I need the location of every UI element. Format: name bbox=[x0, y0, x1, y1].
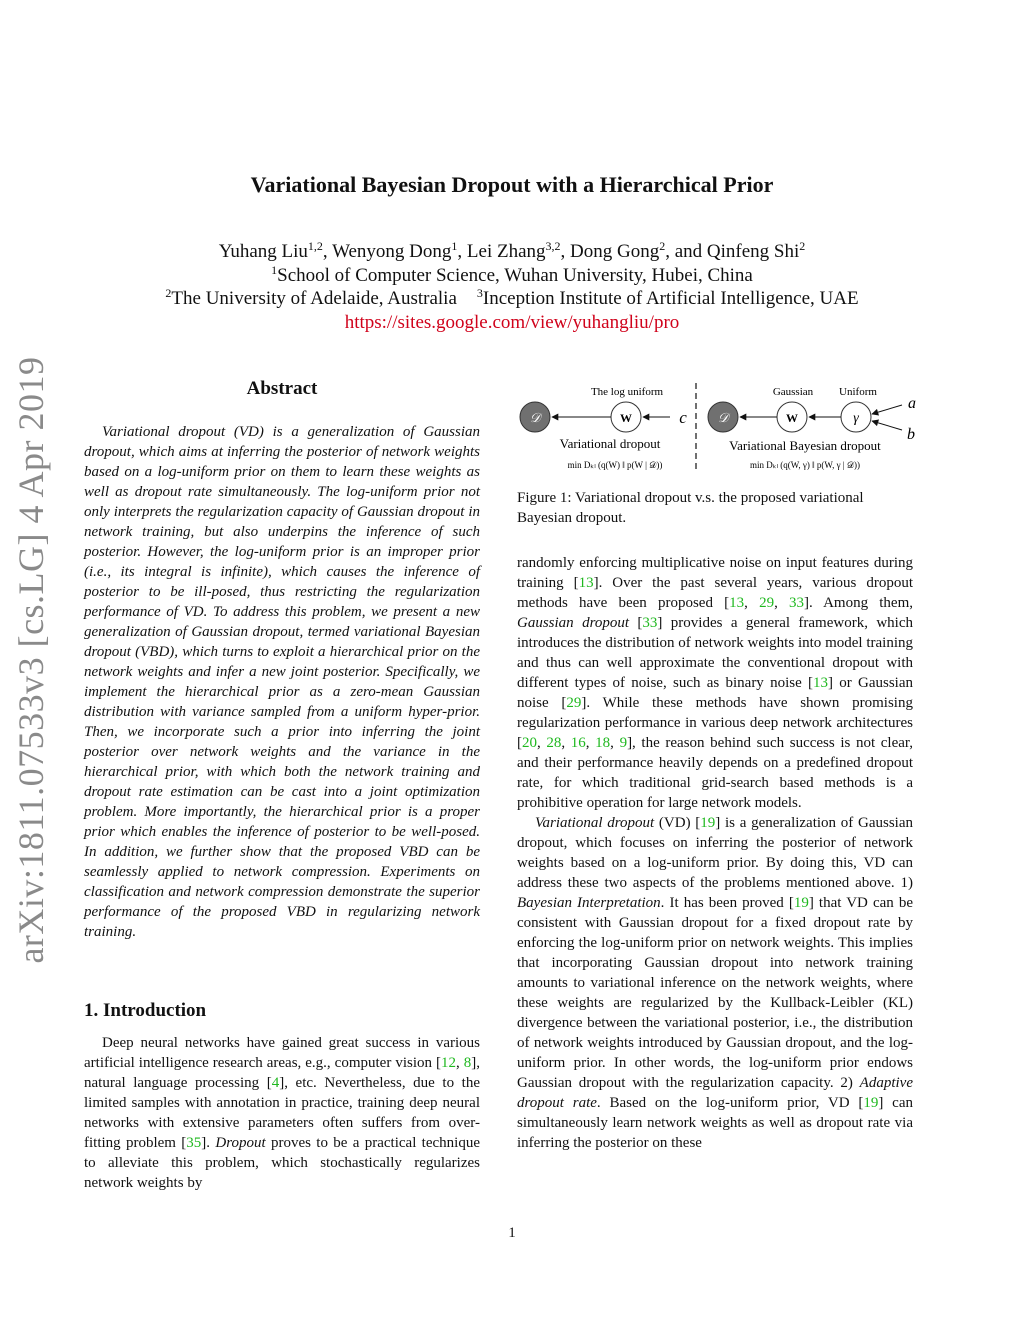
citation-link[interactable]: 19 bbox=[863, 1095, 879, 1111]
node-data-left-label: 𝒟 bbox=[529, 410, 541, 425]
emphasis-text: Variational dropout bbox=[535, 815, 655, 831]
label-uniform: Uniform bbox=[839, 386, 877, 398]
citation-link[interactable]: 35 bbox=[186, 1135, 202, 1151]
citation-link[interactable]: 8 bbox=[463, 1055, 472, 1071]
abstract-heading: Abstract bbox=[246, 378, 318, 399]
citation-link[interactable]: 33 bbox=[788, 595, 804, 611]
citation-link[interactable]: 16 bbox=[570, 735, 586, 751]
citation-link[interactable]: 19 bbox=[793, 895, 809, 911]
citation-link[interactable]: 13 bbox=[729, 595, 745, 611]
introduction-heading: 1. Introduction bbox=[84, 1000, 207, 1021]
introduction-right-column bbox=[517, 553, 913, 1153]
left-panel-caption: Variational dropout bbox=[559, 436, 661, 451]
citation-link[interactable]: 13 bbox=[813, 675, 828, 691]
author-list: Yuhang Liu$^{1,2}$, Wenyong Dong$^1$, Lei Zhang$^{3,2}$, Dong Gong$^2$, and Qinfeng Shi$^2$ bbox=[218, 239, 806, 262]
introduction-right-paragraph-1: randomly enforcing multiplicative noise on input features during training [13]. Over the past several years, various dropout methods have been proposed [13, 29, 33]. Among them, Gaussian dropout [33] provides a general framework, which introduces the distribution of network weights into model training and thus can well approximate the conventional dropout with different types of noise, such as binary noise [13] or Gaussian noise [29]. While these methods have shown promising regularization performance in various deep network architectures [20, 28, 16, 18, 9], the reason behind such success is not clear, and their performance heavily depends on a predefined dropout rate, for which traditional grid-search based methods is a prohibitive operation for large network models. bbox=[517, 555, 914, 811]
emphasis-text: Adaptive dropout rate bbox=[517, 1075, 913, 1111]
label-c: c bbox=[679, 408, 687, 427]
introduction-left-paragraph: Deep neural networks have gained great success in various artificial intelligence research areas, e.g., computer vision [12, 8], natural language processing [4], etc. Nevertheless, due to the limited samples with annotation in practice, training deep neural networks with extensive parameters often suffers from over-fitting problem [35]. Dropout proves to be a practical technique to alleviate this problem, which stochastically regularizes network weights by bbox=[84, 1035, 480, 1191]
citation-link[interactable]: 33 bbox=[642, 615, 658, 631]
edge-b-to-gamma bbox=[872, 421, 902, 430]
left-panel-formula: min Dₖₗ (q(W) ‖ p(W | 𝒟)) bbox=[567, 460, 663, 470]
author-1: Yuhang Liu$^{1,2}$ bbox=[218, 239, 323, 262]
author-2: Wenyong Dong$^1$ bbox=[332, 239, 458, 262]
citation-link[interactable]: 19 bbox=[700, 815, 716, 831]
page-number: 1 bbox=[508, 1225, 516, 1241]
paper-title: Variational Bayesian Dropout with a Hierarchical Prior bbox=[250, 172, 774, 197]
introduction-right-paragraph-2: Variational dropout (VD) [19] is a generalization of Gaussian dropout, which focuses on inferring the posterior of network weights based on a log-uniform prior. By doing this, VD can address these two aspects of the problems mentioned above. 1) Bayesian Interpretation. It has been proved [19] that VD can be consistent with Gaussian dropout for a fixed dropout rate by enforcing the log-uniform prior on network weights. This implies that incorporating Gaussian dropout into network training amounts to variational inference on the network weights, where these weights are regularized by the Kullback-Leibler (KL) divergence between the variational posterior, i.e., the distribution of network weights introduced by Gaussian dropout, and the log-uniform prior. In other words, the log-uniform prior endows Gaussian dropout with the regularization capacity. 2) Adaptive dropout rate. Based on the log-uniform prior, VD [19] can simultaneously learn network weights as well as dropout rate via inferring the posterior on these bbox=[517, 815, 913, 1151]
emphasis-text: Dropout bbox=[215, 1135, 266, 1151]
affiliation-1: $^1$School of Computer Science, Wuhan University, Hubei, China bbox=[271, 263, 753, 286]
arxiv-identifier: arXiv:1811.07533v3 [cs.LG] 4 Apr 2019 bbox=[11, 356, 51, 964]
figure-1 bbox=[510, 378, 920, 478]
right-panel-caption: Variational Bayesian dropout bbox=[729, 438, 881, 453]
emphasis-text: Bayesian Interpretation bbox=[517, 895, 661, 911]
citation-link[interactable]: 29 bbox=[566, 695, 582, 711]
citation-link[interactable]: 20 bbox=[522, 735, 537, 751]
citation-link[interactable]: 4 bbox=[271, 1075, 280, 1091]
figure-1-caption: Figure 1: Variational dropout v.s. the proposed variational Bayesian dropout. bbox=[517, 490, 864, 526]
abstract-text: Variational dropout (VD) is a generalization of Gaussian dropout, which aims at inferring the posterior of network weights based on a log-uniform prior on them to learn these weights as well as dropout rate simultaneously. The log-uniform prior not only interprets the regularization capacity of Gaussian dropout in network training, but also underpins the inference of such posterior. However, the log-uniform prior is an improper prior (i.e., its integral is infinite), which causes the inference of posterior to be ill-posed, thus restricting the regularization performance of VD. To address this problem, we present a new generalization of Gaussian dropout, termed variational Bayesian dropout (VBD), which turns to exploit a hierarchical prior on the network weights and infer a new joint posterior. Specifically, we implement the hierarchical prior as a zero-mean Gaussian distribution with variance sampled from a uniform hyper-prior. Then, we incorporate such a prior into inferring the joint posterior over network weights and the variance in the hierarchical prior, with which both the network training and dropout rate estimation can be cast into a joint optimization problem. More importantly, the hierarchical prior is a proper prior which enables the inference of posterior to be well-posed. In addition, we further show that the proposed VBD can be seamlessly applied to network compression. Experiments on classification and network compression demonstrate the superior performance of the proposed VBD in regularizing network training. bbox=[84, 424, 480, 940]
affiliation-2-3: $^2$The University of Adelaide, Australia $^3$Inception Institute of Artificial Intelligence, UAE bbox=[165, 286, 859, 309]
emphasis-text: Gaussian dropout bbox=[517, 615, 630, 631]
citation-link[interactable]: 9 bbox=[619, 735, 628, 751]
node-w-right-label: W bbox=[786, 411, 798, 425]
node-w-left-label: W bbox=[620, 411, 632, 425]
author-3: Lei Zhang$^{3,2}$ bbox=[466, 239, 561, 262]
project-url-link[interactable]: https://sites.google.com/view/yuhangliu/pro bbox=[344, 312, 680, 333]
label-log-uniform: The log uniform bbox=[590, 386, 664, 398]
edge-a-to-gamma bbox=[872, 405, 902, 414]
author-4: Dong Gong$^2$ bbox=[570, 239, 666, 262]
author-5: Qinfeng Shi$^2$ bbox=[706, 239, 806, 262]
right-panel-formula: min Dₖₗ (q(W, γ) ‖ p(W, γ | 𝒟)) bbox=[749, 460, 861, 470]
figure-diagram bbox=[510, 378, 920, 478]
citation-link[interactable]: 28 bbox=[546, 735, 562, 751]
label-a: a bbox=[908, 395, 916, 412]
citation-link[interactable]: 13 bbox=[578, 575, 594, 591]
citation-link[interactable]: 18 bbox=[595, 735, 611, 751]
citation-link[interactable]: 12 bbox=[441, 1055, 456, 1071]
arxiv-sidebar bbox=[0, 356, 62, 964]
node-data-right-label: 𝒟 bbox=[717, 410, 729, 425]
label-gaussian: Gaussian bbox=[772, 386, 814, 398]
label-b: b bbox=[907, 426, 915, 443]
node-gamma-label: γ bbox=[853, 411, 859, 426]
citation-link[interactable]: 29 bbox=[759, 595, 775, 611]
